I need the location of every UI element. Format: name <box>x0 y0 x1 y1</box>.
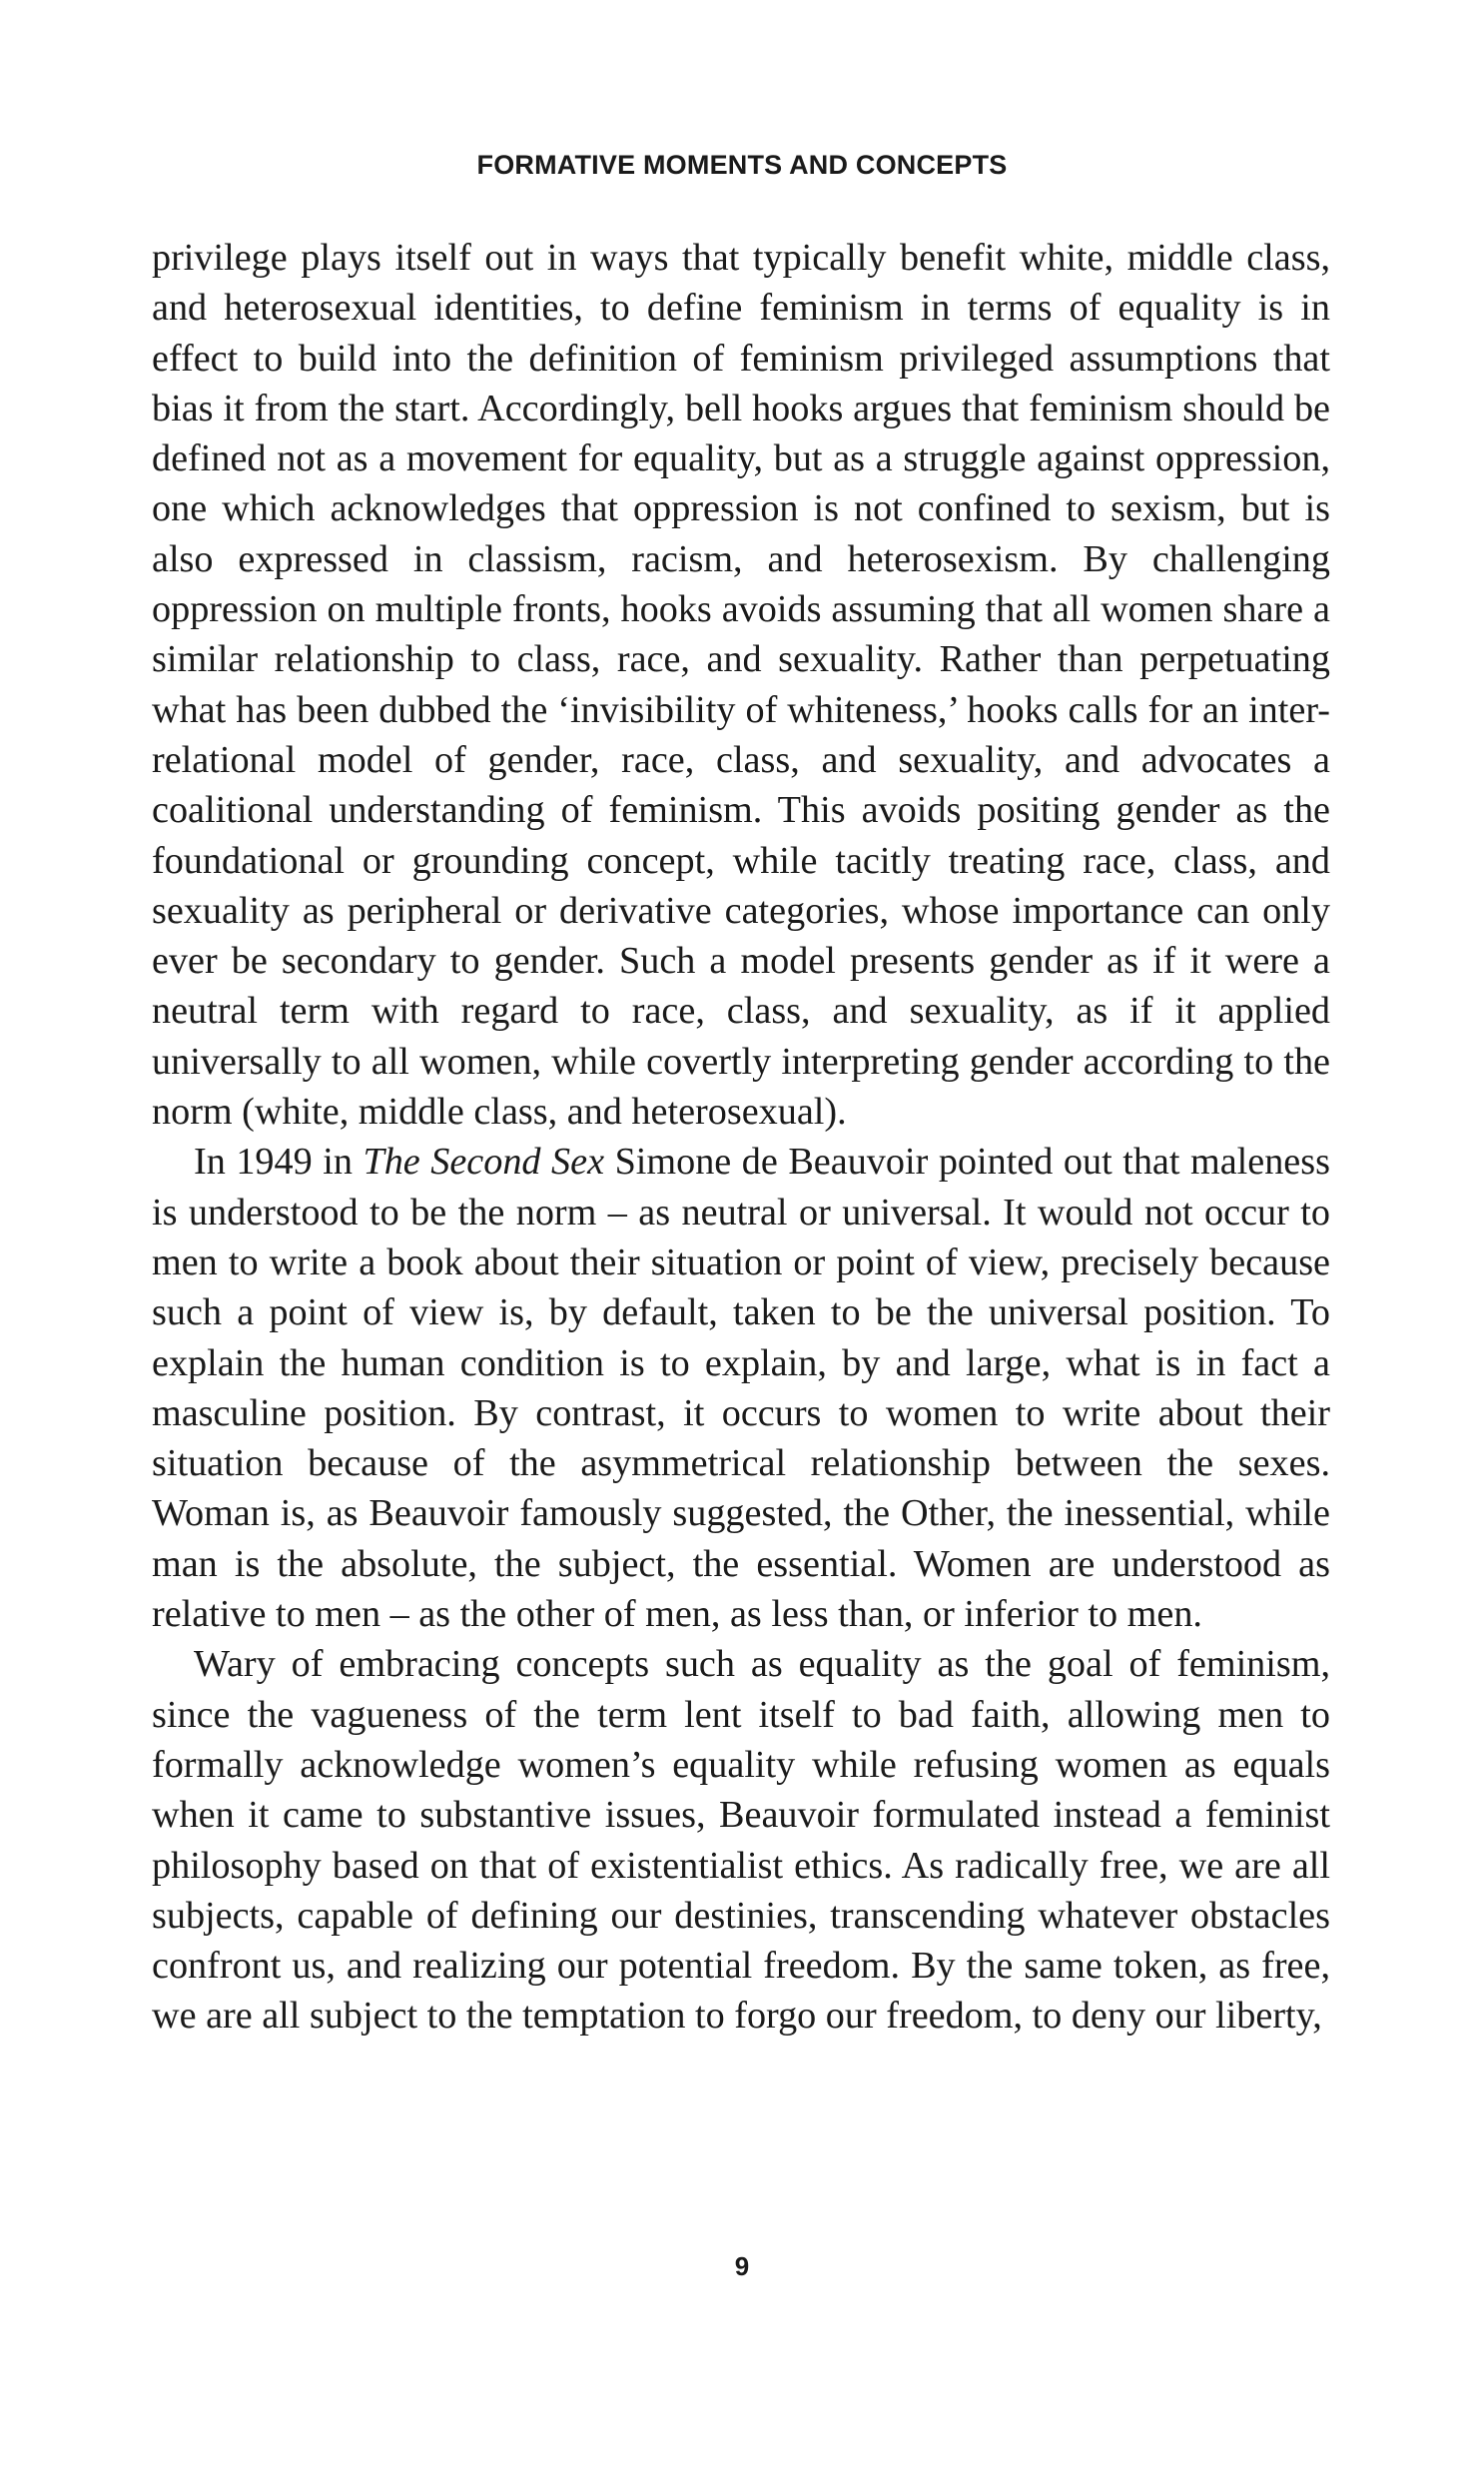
paragraph-lead-text: In 1949 in <box>194 1141 364 1184</box>
paragraph-hooks-continuation: privilege plays itself out in ways that typically benefit white, middle class, and heterosexual identities, to define feminism in terms of equality is in effect to build into the definition of feminism privileged assumptions that bias it from the start. Accordingly, bell hooks argues that feminism should be defined not as a movement for equality, but as a struggle against oppression, one which acknowledges that oppression is not confined to sexism, but is also expressed in classism, racism, and heterosexism. By challenging oppression on multiple fronts, hooks avoids assuming that all women share a similar relationship to class, race, and sexuality. Rather than perpetuating what has been dubbed the ‘invisibility of whiteness,’ hooks calls for an inter-relational model of gender, race, class, and sexuality, and advocates a coalitional understanding of feminism. This avoids positing gender as the foundational or grounding concept, while tacitly treating race, class, and sexuality as peripheral or derivative categories, whose importance can only ever be secondary to gender. Such a model presents gender as if it were a neutral term with regard to race, class, and sexuality, as if it applied universally to all women, while covertly interpreting gender according to the norm (white, middle class, and heterosexual). <box>152 237 1330 1134</box>
book-title-the-second-sex: The Second Sex <box>363 1141 605 1184</box>
running-header: FORMATIVE MOMENTS AND CONCEPTS <box>476 150 1008 180</box>
paragraph-rest-text: Simone de Beauvoir pointed out that maleness is understood to be the norm – as neutral or universal. It would not occur to men to write a book about their situation or point of view, precisely because such a point of view is, by default, taken to be the universal position. To explain the human condition is to explain, by and large, what is in fact a masculine position. By contrast, it occurs to women to write about their situation because of the asymmetrical relationship between the sexes. Woman is, as Beauvoir famously suggested, the Other, the inessential, while man is the absolute, the subject, the essential. Women are understood as relative to men – as the other of men, as less than, or inferior to men. <box>152 1141 1330 1636</box>
body-text <box>152 233 1330 2042</box>
page-number: 9 <box>734 2251 750 2281</box>
paragraph-beauvoir-second-sex <box>152 1137 1330 1639</box>
paragraph-equality-existentialism: Wary of embracing concepts such as equality as the goal of feminism, since the vagueness of the term lent itself to bad faith, allowing men to formally acknowledge women’s equality while refusing women as equals when it came to substantive issues, Beauvoir formulated instead a feminist philosophy based on that of existentialist ethics. As radically free, we are all subjects, capable of defining our destinies, transcending whatever obstacles confront us, and realizing our potential freedom. By the same token, as free, we are all subject to the temptation to forgo our freedom, to deny our liberty, <box>152 1643 1330 2038</box>
